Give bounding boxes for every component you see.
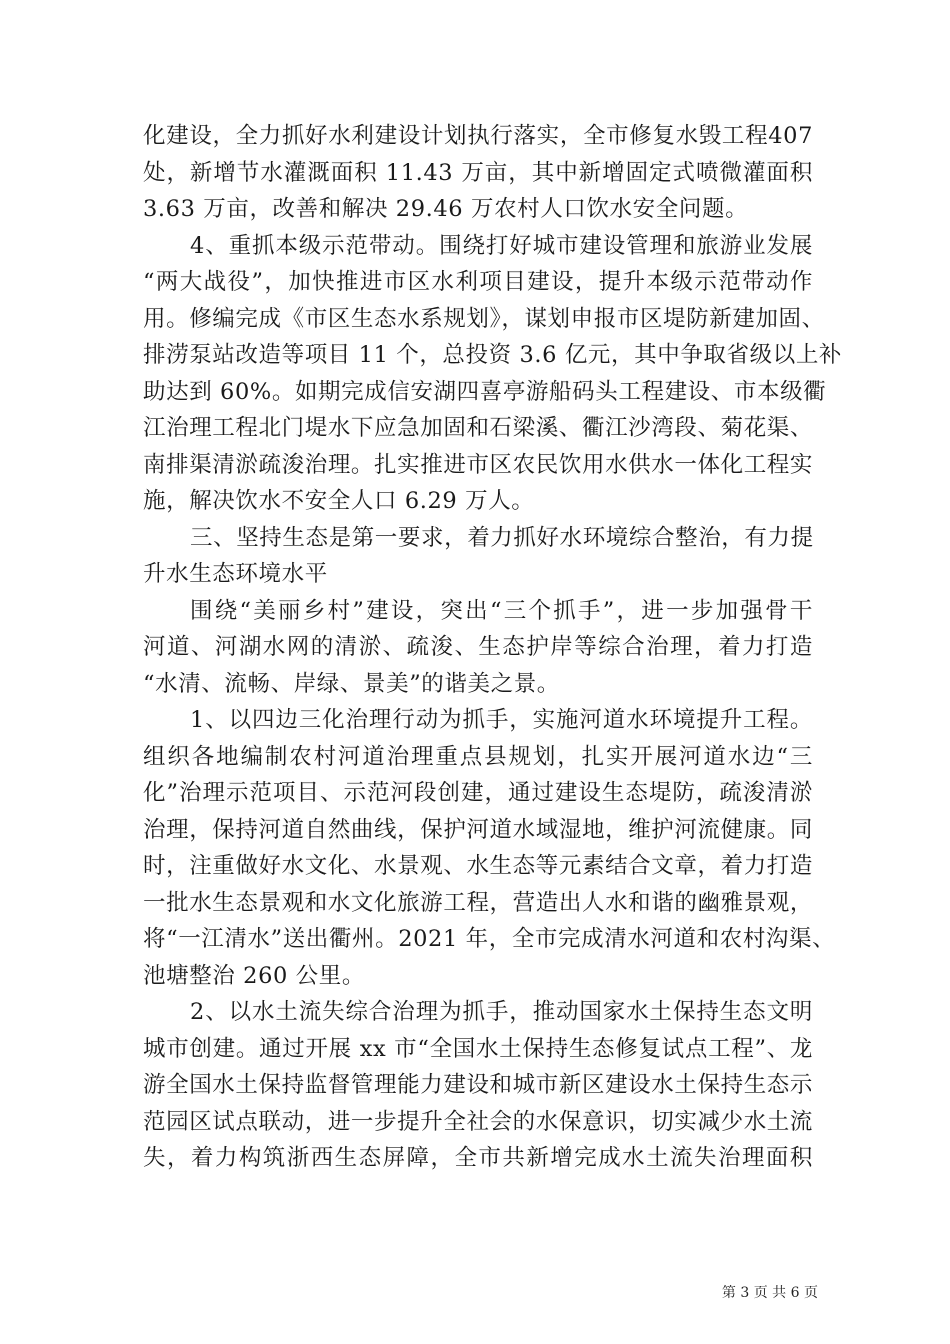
text-line: 一批水生态景观和水文化旅游工程，营造出人水和谐的幽雅景观， [143,889,813,916]
text-line: 2、以水土流失综合治理为抓手，推动国家水土保持生态文明 [190,999,813,1025]
text-line: 治理，保持河道自然曲线，保护河道水域湿地，维护河流健康。同 [143,816,813,843]
text-line: 池塘整治 260 公里。 [143,962,365,989]
text-line: 1、以四边三化治理行动为抓手，实施河道水环境提升工程。 [190,707,813,733]
text-line: 将“一江清水”送出衢州。2021 年，全市完成清水河道和农村沟渠、 [143,926,836,952]
text-line: 用。修编完成《市区生态水系规划》，谋划申报市区堤防新建加固、 [143,305,825,332]
text-line: 3.63 万亩，改善和解决 29.46 万农村人口饮水安全问题。 [143,196,749,222]
text-line: 时，注重做好水文化、水景观、水生态等元素结合文章，着力打造 [143,853,813,879]
text-line: 江治理工程北门堤水下应急加固和石梁溪、衢江沙湾段、菊花渠、 [143,415,813,441]
text-line: 化建设，全力抓好水利建设计划执行落实，全市修复水毁工程407 [143,123,813,149]
text-line: 排涝泵站改造等项目 11 个，总投资 3.6 亿元，其中争取省级以上补 [143,342,843,368]
paragraph-beautiful-village [143,593,813,703]
text-line: 河道、河湖水网的清淤、疏浚、生态护岸等综合治理，着力打造 [143,634,813,660]
text-line: 升水生态环境水平 [143,561,328,587]
text-line: 游全国水土保持监督管理能力建设和城市新区建设水土保持生态示 [143,1072,813,1098]
paragraph-water-construction-summary [143,118,813,228]
paragraph-river-environment [143,702,836,994]
text-line: 南排渠清淤疏浚治理。扎实推进市区农民饮用水供水一体化工程实 [143,451,813,478]
text-line: 失，着力构筑浙西生态屏障，全市共新增完成水土流失治理面积 [143,1145,813,1171]
paragraph-demonstration [143,228,843,520]
text-line: 组织各地编制农村河道治理重点县规划，扎实开展河道水边“三 [143,743,813,770]
document-body [143,118,843,1177]
text-line: 处，新增节水灌溉面积 11.43 万亩，其中新增固定式喷微灌面积 [143,159,813,186]
section-heading-ecology [143,520,813,593]
text-line: 化”治理示范项目、示范河段创建，通过建设生态堤防，疏浚清淤 [143,780,813,806]
text-line: 城市创建。通过开展 xx 市“全国水土保持生态修复试点工程”、龙 [143,1035,813,1062]
paragraph-soil-conservation [143,994,813,1177]
text-line: 助达到 60%。如期完成信安湖四喜亭游船码头工程建设、市本级衢 [143,378,827,405]
page-number: 第 3 页 共 6 页 [721,1285,818,1301]
text-line: “水清、流畅、岸绿、景美”的谐美之景。 [143,670,560,697]
text-line: 三、坚持生态是第一要求，着力抓好水环境综合整治，有力提 [190,524,814,551]
text-line: 范园区试点联动，进一步提升全社会的水保意识，切实减少水土流 [143,1108,813,1135]
text-line: 施，解决饮水不安全人口 6.29 万人。 [143,488,535,514]
text-line: 围绕“美丽乡村”建设，突出“三个抓手”，进一步加强骨干 [190,597,813,624]
text-line: 4、重抓本级示范带动。围绕打好城市建设管理和旅游业发展 [190,232,813,259]
text-line: “两大战役”，加快推进市区水利项目建设，提升本级示范带动作 [143,269,813,295]
